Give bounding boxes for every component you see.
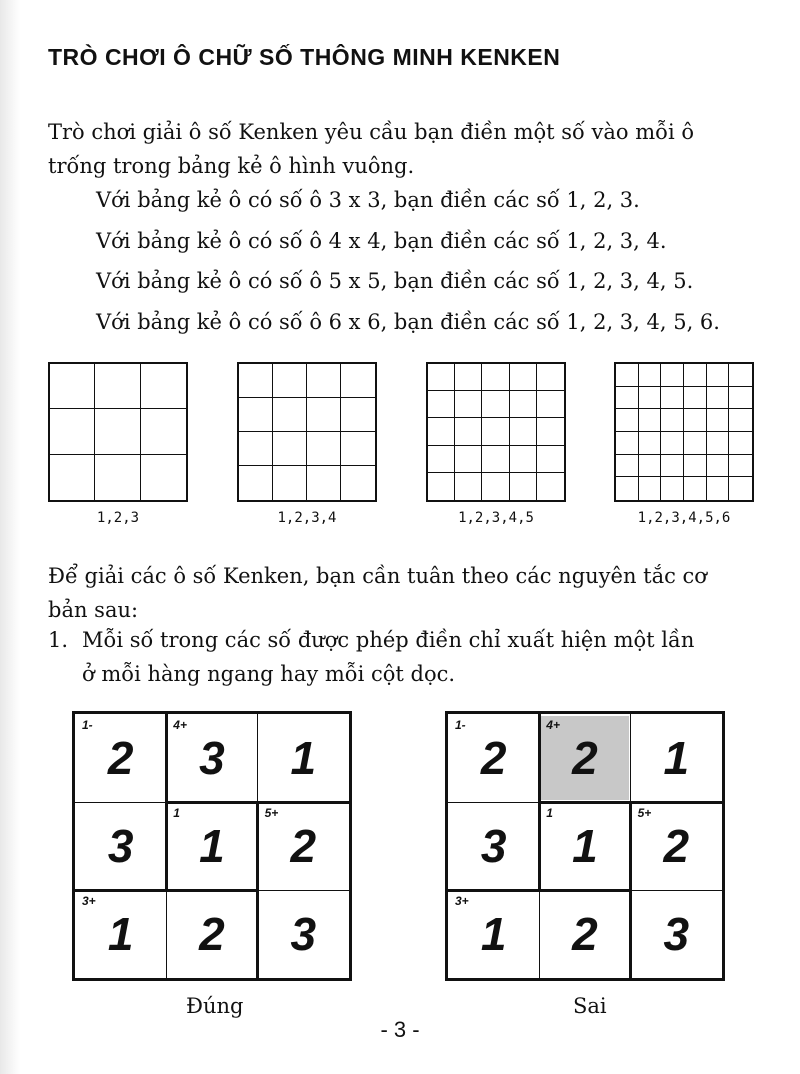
grid-cell <box>639 387 662 410</box>
cell-value: 2 <box>663 820 690 872</box>
grid-cell <box>482 418 509 445</box>
grid-cell <box>341 364 375 398</box>
grid-cell <box>707 432 730 455</box>
rule-1-line-2: ở mỗi hàng ngang hay mỗi cột dọc. <box>82 662 456 686</box>
grid-cell <box>661 477 684 500</box>
kenken-cell <box>168 804 255 888</box>
cell-value: 2 <box>572 732 598 784</box>
grid-cell <box>707 477 730 500</box>
grid-cell <box>537 364 564 391</box>
grid-cell <box>50 364 95 409</box>
cell-value: 1 <box>572 820 598 872</box>
rule-1-line-1: Mỗi số trong các số được phép điền chỉ xuất hiện một lần <box>82 628 695 652</box>
cage-clue: 1 <box>173 806 180 820</box>
grid-cell <box>95 455 140 500</box>
kenken-cell <box>450 716 537 800</box>
grid-cell <box>95 364 140 409</box>
grid-cell <box>510 391 537 418</box>
cage-clue: 5+ <box>264 806 279 820</box>
grid-cell <box>537 391 564 418</box>
grid-cell <box>239 432 273 466</box>
grid-cell <box>616 455 639 478</box>
cell-value: 1 <box>107 908 134 960</box>
grid-cell <box>729 387 752 410</box>
grid-cell <box>239 398 273 432</box>
grid-cell <box>273 364 307 398</box>
size-rule-5x5: Với bảng kẻ ô có số ô 5 x 5, bạn điền các số 1, 2, 3, 4, 5. <box>96 269 694 293</box>
cage-clue: 1- <box>82 718 93 732</box>
cell-value: 3 <box>480 820 507 872</box>
grid-cell <box>307 432 341 466</box>
grid-cell <box>537 473 564 500</box>
kenken-cell <box>168 716 255 800</box>
intro-line-2: trống trong bảng kẻ ô hình vuông. <box>48 154 415 178</box>
grid-cell <box>684 455 707 478</box>
grid-cell <box>341 398 375 432</box>
cell-value: 2 <box>572 908 598 960</box>
grid-cell <box>707 455 730 478</box>
grid-cell <box>455 473 482 500</box>
caption-incorrect: Sai <box>573 994 607 1018</box>
grid-cell <box>661 409 684 432</box>
grid-cell <box>537 418 564 445</box>
grid-cell <box>729 455 752 478</box>
kenken-cell <box>77 892 164 976</box>
grid-cell <box>455 418 482 445</box>
kenken-cell <box>633 804 720 888</box>
grid-cell <box>482 473 509 500</box>
grid-caption: 1,2,3 <box>96 510 140 526</box>
grid-cell <box>482 446 509 473</box>
kenken-cell <box>541 892 628 976</box>
cell-value: 3 <box>107 820 134 872</box>
grid-cell <box>141 409 186 454</box>
rule-number: 1. <box>48 628 69 652</box>
grid-cell <box>239 364 273 398</box>
cage-clue: 3+ <box>82 894 96 908</box>
grid-cell <box>639 364 662 387</box>
grid-cell <box>273 466 307 500</box>
grid-cell <box>639 432 662 455</box>
kenken-cell <box>450 892 537 976</box>
grid-cell <box>307 466 341 500</box>
kenken-cell <box>77 716 164 800</box>
grid-cell <box>307 364 341 398</box>
grid-cell <box>729 432 752 455</box>
cell-value: 2 <box>107 732 134 784</box>
grid-cell <box>661 364 684 387</box>
kenken-cell-error-highlight <box>541 716 628 800</box>
grid-cell <box>537 446 564 473</box>
grid-6x6 <box>614 362 754 502</box>
cage-clue: 3+ <box>455 894 469 908</box>
page-number: - 3 - <box>380 1017 420 1042</box>
grid-cell <box>684 409 707 432</box>
cell-value: 1 <box>290 732 317 784</box>
kenken-cell <box>450 804 537 888</box>
grid-cell <box>510 418 537 445</box>
cell-value: 2 <box>290 820 317 872</box>
kenken-cell <box>260 716 347 800</box>
cell-value: 1 <box>480 908 507 960</box>
cell-value: 3 <box>290 908 317 960</box>
caption-correct: Đúng <box>186 994 244 1018</box>
kenken-correct <box>72 711 352 981</box>
grid-cell <box>707 387 730 410</box>
cage-clue: 1- <box>455 718 466 732</box>
grid-cell <box>428 473 455 500</box>
grid-cell <box>729 364 752 387</box>
grid-cell <box>616 364 639 387</box>
grid-4x4 <box>237 362 377 502</box>
grid-cell <box>616 477 639 500</box>
cell-value: 3 <box>663 908 690 960</box>
kenken-cell <box>260 804 347 888</box>
grid-cell <box>639 409 662 432</box>
grid-cell <box>639 455 662 478</box>
grid-cell <box>616 409 639 432</box>
grid-cell <box>341 432 375 466</box>
grid-caption: 1,2,3,4,5 <box>458 510 534 526</box>
grid-cell <box>455 391 482 418</box>
cell-value: 1 <box>199 820 225 872</box>
grid-cell <box>684 364 707 387</box>
rules-intro-line-1: Để giải các ô số Kenken, bạn cần tuân theo các nguyên tắc cơ <box>48 564 707 588</box>
kenken-cell <box>260 892 347 976</box>
cell-value: 3 <box>199 732 225 784</box>
kenken-cell <box>633 892 720 976</box>
grid-cell <box>684 477 707 500</box>
grid-cell <box>661 455 684 478</box>
kenken-incorrect <box>445 711 725 981</box>
size-rule-6x6: Với bảng kẻ ô có số ô 6 x 6, bạn điền các số 1, 2, 3, 4, 5, 6. <box>96 310 720 334</box>
grid-cell <box>455 364 482 391</box>
grid-cell <box>455 446 482 473</box>
grid-cell <box>661 432 684 455</box>
grid-cell <box>684 387 707 410</box>
cell-value: 2 <box>480 732 507 784</box>
size-rule-3x3: Với bảng kẻ ô có số ô 3 x 3, bạn điền các số 1, 2, 3. <box>96 188 640 212</box>
grid-cell <box>510 473 537 500</box>
page-title: TRÒ CHƠI Ô CHỮ SỐ THÔNG MINH KENKEN <box>48 44 561 70</box>
kenken-cell <box>77 804 164 888</box>
grid-cell <box>307 398 341 432</box>
cell-value: 2 <box>199 908 225 960</box>
grid-cell <box>661 387 684 410</box>
grid-cell <box>729 409 752 432</box>
grid-cell <box>239 466 273 500</box>
grid-cell <box>616 432 639 455</box>
grid-cell <box>141 364 186 409</box>
cage-clue: 4+ <box>173 718 187 732</box>
cell-value: 1 <box>663 732 690 784</box>
cage-clue: 1 <box>546 806 553 820</box>
grid-cell <box>341 466 375 500</box>
grid-cell <box>273 432 307 466</box>
grid-cell <box>707 409 730 432</box>
grid-cell <box>707 364 730 387</box>
page-binding-shadow <box>0 0 20 1074</box>
grid-3x3 <box>48 362 188 502</box>
grid-cell <box>482 391 509 418</box>
kenken-cell <box>633 716 720 800</box>
grid-caption: 1,2,3,4,5,6 <box>637 510 731 526</box>
grid-cell <box>510 364 537 391</box>
grid-cell <box>428 364 455 391</box>
size-rule-4x4: Với bảng kẻ ô có số ô 4 x 4, bạn điền các số 1, 2, 3, 4. <box>96 229 667 253</box>
grid-cell <box>482 364 509 391</box>
grid-cell <box>141 455 186 500</box>
grid-cell <box>510 446 537 473</box>
grid-cell <box>684 432 707 455</box>
grid-cell <box>95 409 140 454</box>
grid-cell <box>639 477 662 500</box>
grid-cell <box>50 455 95 500</box>
cage-clue: 5+ <box>637 806 652 820</box>
grid-cell <box>50 409 95 454</box>
grid-caption: 1,2,3,4 <box>277 510 337 526</box>
grid-cell <box>428 418 455 445</box>
grid-cell <box>273 398 307 432</box>
cage-clue: 4+ <box>546 718 560 732</box>
grid-cell <box>729 477 752 500</box>
grid-cell <box>428 391 455 418</box>
kenken-cell <box>541 804 628 888</box>
grid-cell <box>616 387 639 410</box>
intro-line-1: Trò chơi giải ô số Kenken yêu cầu bạn điền một số vào mỗi ô <box>48 120 695 144</box>
grid-5x5 <box>426 362 566 502</box>
rules-intro-line-2: bản sau: <box>48 598 139 622</box>
grid-cell <box>428 446 455 473</box>
kenken-cell <box>168 892 255 976</box>
